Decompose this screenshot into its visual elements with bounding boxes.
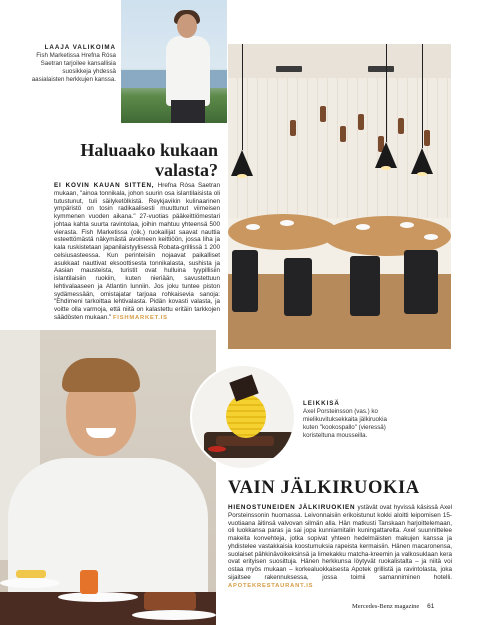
article-text: Hrefna Rósa Saetran mukaan, "ainoa tonnikala, johon suurin osa islantilaisista oli tutustunut, tuli säilyketölkistä. Reykjavikin kulinaarinen ympäristö on tosin radikaalisesti muuttunut viimeisen kymmenen vuoden aikana." 27-vuotias pääkeittiömestari johtaa kahta suurta ravintolaa, joihin mahtuu yhteensä 500 vierasta. Fish Marketissa (oik.) ruokailijat saavat nauttia esteettömästä näkymästä avoimeen keittiöön, jossa liha ja kala ruskistetaan japanilaistyylisessä Robata-grillissä 1 200 celsiusasteessa. Kun perinteisiin nojaavat paikalliset asukkaat nauttivat eksoottisesta tonnikalasta, sushista ja Aasian mausteista, turistit ovat hulluina tyypillisiin islantilaisiin ruokiin, kuten nieriään, savustettuun lehtivalaaseen ja Atlantin lunniin. Jos joku tuntee piston sydämessään, omistajatar tarjoaa rohkaisevia sanoja: "Ehdimeni tarkoittaa lehtivalasta. Pidän kovasti valasta, ja voitte olla varmoja, että niitä on kalastettu eritäin tarkkojen säädösten mukaan.": [54, 182, 220, 321]
lamp-cord: [422, 44, 423, 148]
chef-photo-hrefna: [121, 0, 227, 123]
wall-bottle: [290, 120, 296, 136]
dessert-plate: [0, 578, 60, 588]
chair: [350, 256, 380, 316]
sauce-dot: [208, 446, 226, 452]
wall-bottle: [340, 126, 346, 142]
chef-trousers: [171, 100, 205, 123]
lamp-glow: [237, 174, 247, 178]
dessert-plate: [58, 592, 138, 602]
chair: [232, 250, 258, 312]
page-number: 61: [427, 603, 435, 610]
caption-top: [30, 44, 116, 84]
ceiling-vent: [276, 66, 302, 72]
coconut-ball-dessert-photo: [190, 364, 296, 470]
ceiling-vent: [368, 66, 394, 72]
chef-hair: [62, 358, 140, 392]
article-url-link[interactable]: APOTEKRESTAURANT.IS: [228, 582, 314, 589]
restaurant-interior-photo: [228, 44, 451, 349]
article-lead: EI KOVIN KAUAN SITTEN,: [54, 182, 155, 189]
article-body-desserts: [228, 504, 452, 590]
wall-bottle: [424, 130, 430, 146]
wall-bottle: [398, 118, 404, 134]
table-plate: [400, 222, 414, 228]
lamp-glow: [417, 172, 427, 176]
article-url-link[interactable]: FISHMARKET.IS: [112, 314, 168, 321]
chef-coat: [166, 36, 210, 106]
dessert-bar: [16, 570, 46, 578]
dessert-cake: [144, 592, 196, 610]
page-footer: [352, 603, 434, 610]
chef-photo-axel: [0, 330, 216, 625]
pendant-lamp: [411, 148, 433, 174]
lamp-cord: [386, 44, 387, 142]
table-plate: [424, 234, 438, 240]
chef-head: [177, 14, 197, 38]
caption-heading: LEIKKISÄ: [303, 400, 340, 407]
article-body-whale: [54, 182, 220, 323]
article-lead: HIENOSTUNEIDEN JÄLKIRUOKIEN: [228, 504, 356, 511]
dessert-plate: [132, 610, 216, 620]
wall-bottle: [320, 106, 326, 122]
caption-text: Axel Porsteinsson (vas.) ko mielikuvituksekkaita jälkiruokia kuten "kookospallo" (vieressä) koristeltuna mousseilla.: [303, 408, 387, 439]
ceiling: [228, 44, 451, 78]
magazine-name: Mercedes-Benz magazine: [352, 603, 420, 610]
dessert-tower: [80, 570, 98, 594]
pendant-lamp: [375, 142, 397, 168]
table-plate: [280, 220, 294, 226]
chair: [404, 250, 438, 314]
wall-bottle: [358, 114, 364, 130]
caption-text: Fish Marketissa Hrefna Rósa Saetran tarjoilee kansallisia suosikkeja yhdessä aasialaisten herkkujen kanssa.: [31, 52, 116, 83]
lamp-cord: [242, 44, 243, 150]
article-headline-desserts: VAIN JÄLKIRUOKIA: [228, 478, 420, 498]
caption-mid: [303, 400, 393, 440]
table-plate: [246, 224, 260, 230]
lamp-glow: [381, 166, 391, 170]
article-text: ystävät ovat hyvissä käsissä Axel Porsteinssonin huomassa. Leivonnaisiin erikoistunut kokki aloitti leipomisen 15-vuotiaana äitinsä valvovan silmän alla. Hän matkusti Tanskaan harjoittelemaan, oli luokkansa paras ja sai jopa kunniamitalin kuningattarelta. Axel suunnittelee makeita konvehteja, jotka sopivat yhteen hedelmäisten makujen kanssa ja yhdistelee vastakkaisia koostumuksia rapeista kermaisiin. Hänen macaronensa, suolaiset pähkinävoikeksinsä ja limekakku matcha-kreemin ja valkosuklaan kera ovat erityisen suosittuja. Hänen herkkunsa löytyvät ruokalistalta – ja niitä voi ostaa myös mukaan – korkealuokkaisesta Apotek grillistä ja ravintolasta, joka sijaitsee rakennuksessa, jossa toimii samanniminen hotelli.: [228, 504, 452, 581]
article-headline-whale: Haluaako kukaan valasta?: [80, 140, 218, 180]
chair: [284, 258, 312, 316]
pendant-lamp: [231, 150, 253, 176]
table-plate: [356, 224, 370, 230]
caption-heading: LAAJA VALIKOIMA: [44, 44, 116, 51]
coconut-ball: [226, 394, 266, 438]
